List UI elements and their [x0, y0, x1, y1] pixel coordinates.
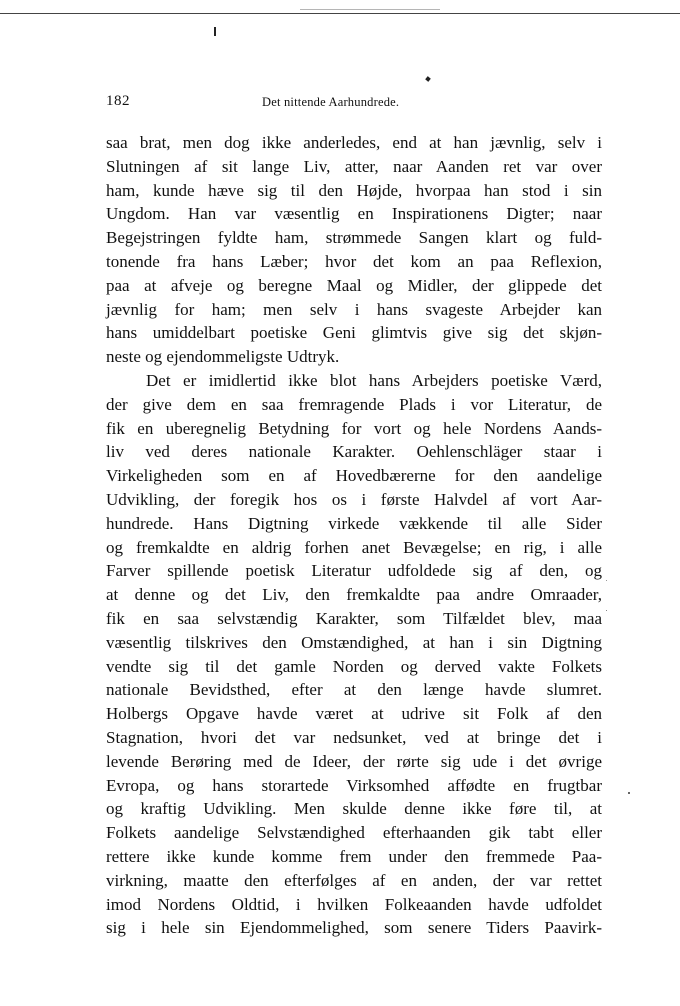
- text-line: Begejstringen fyldte ham, strømmede Sangen klart og fuld-: [106, 228, 602, 248]
- text-line: imod Nordens Oldtid, i hvilken Folkeaanden havde udfoldet: [106, 894, 602, 914]
- text-line: væsentlig tilskrives den Omstændighed, at han i sin Digtning: [106, 632, 602, 652]
- text-line: neste og ejendommeligste Udtryk.: [106, 347, 340, 367]
- text-line: hans umiddelbart poetiske Geni glimtvis give sig det skjøn-: [106, 323, 602, 343]
- text-line: levende Berøring med de Ideer, der rørte sig ude i det øvrige: [106, 751, 602, 771]
- text-line: Slutningen af sit lange Liv, atter, naar Aanden ret var over: [106, 156, 602, 176]
- text-line: Folkets aandelige Selvstændighed efterhaanden gik tabt eller: [106, 823, 602, 843]
- text-line: Ungdom. Han var væsentlig en Inspirationens Digter; naar: [106, 204, 602, 224]
- text-line: virkning, maatte den efterfølges af en anden, der var rettet: [106, 870, 602, 890]
- running-head-title: Det nittende Aarhundrede.: [262, 95, 400, 109]
- text-line: Holbergs Opgave havde været at udrive sit Folk af den: [106, 704, 602, 724]
- text-line: tonende fra hans Læber; hvor det kom an paa Reflexion,: [106, 251, 602, 271]
- text-line: ham, kunde hæve sig til den Højde, hvorpaa han stod i sin: [106, 180, 602, 200]
- ink-speck: [628, 792, 630, 794]
- text-line: sig i hele sin Ejendommelighed, som senere Tiders Paavirk-: [106, 918, 602, 938]
- text-line: Farver spillende poetisk Literatur udfoldede sig af den, og: [106, 561, 602, 581]
- ink-speck: [425, 76, 431, 82]
- text-line: Virkeligheden som en af Hovedbærerne for den aandelige: [106, 466, 602, 486]
- text-line: saa brat, men dog ikke anderledes, end at han jævnlig, selv i: [106, 133, 602, 152]
- text-line: og fremkaldte en aldrig forhen anet Bevægelse; en rig, i alle: [106, 537, 602, 557]
- scan-top-edge: [0, 13, 680, 14]
- scan-edge-mark: [300, 9, 440, 10]
- ink-speck: [214, 27, 216, 36]
- text-line: fik en uberegnelig Betydning for vort og hele Nordens Aands-: [106, 418, 602, 438]
- text-line: paa at afveje og beregne Maal og Midler, der glippede det: [106, 275, 602, 295]
- ink-speck: [606, 610, 607, 611]
- text-line: fik en saa selvstændig Karakter, som Tilfældet blev, maa: [106, 608, 602, 628]
- text-line: der give dem en saa fremragende Plads i vor Literatur, de: [106, 394, 602, 414]
- text-line: at denne og det Liv, den fremkaldte paa andre Omraader,: [106, 585, 602, 605]
- text-line: vendte sig til det gamle Norden og derved vakte Folkets: [106, 656, 602, 676]
- text-line: Udvikling, der foregik hos os i første Halvdel af vort Aar-: [106, 489, 602, 509]
- text-line: nationale Bevidsthed, efter at den længe havde slumret.: [106, 680, 602, 700]
- text-line: Evropa, og hans storartede Virksomhed affødte en frugtbar: [106, 775, 602, 795]
- text-line: rettere ikke kunde komme frem under den fremmede Paa-: [106, 846, 602, 866]
- text-line: hundrede. Hans Digtning virkede vækkende til alle Sider: [106, 513, 602, 533]
- text-line: liv ved deres nationale Karakter. Oehlenschläger staar i: [106, 442, 602, 462]
- page-number: 182: [106, 93, 130, 109]
- body-text: [106, 131, 602, 940]
- ink-speck: [606, 580, 607, 581]
- paragraph-first-line: Det er imidlertid ikke blot hans Arbejders poetiske Værd,: [146, 370, 602, 390]
- text-line: Stagnation, hvori det var nedsunket, ved at bringe det i: [106, 727, 602, 747]
- text-line: jævnlig for ham; men selv i hans svageste Arbejder kan: [106, 299, 602, 319]
- text-line: og kraftig Udvikling. Men skulde denne ikke føre til, at: [106, 799, 602, 819]
